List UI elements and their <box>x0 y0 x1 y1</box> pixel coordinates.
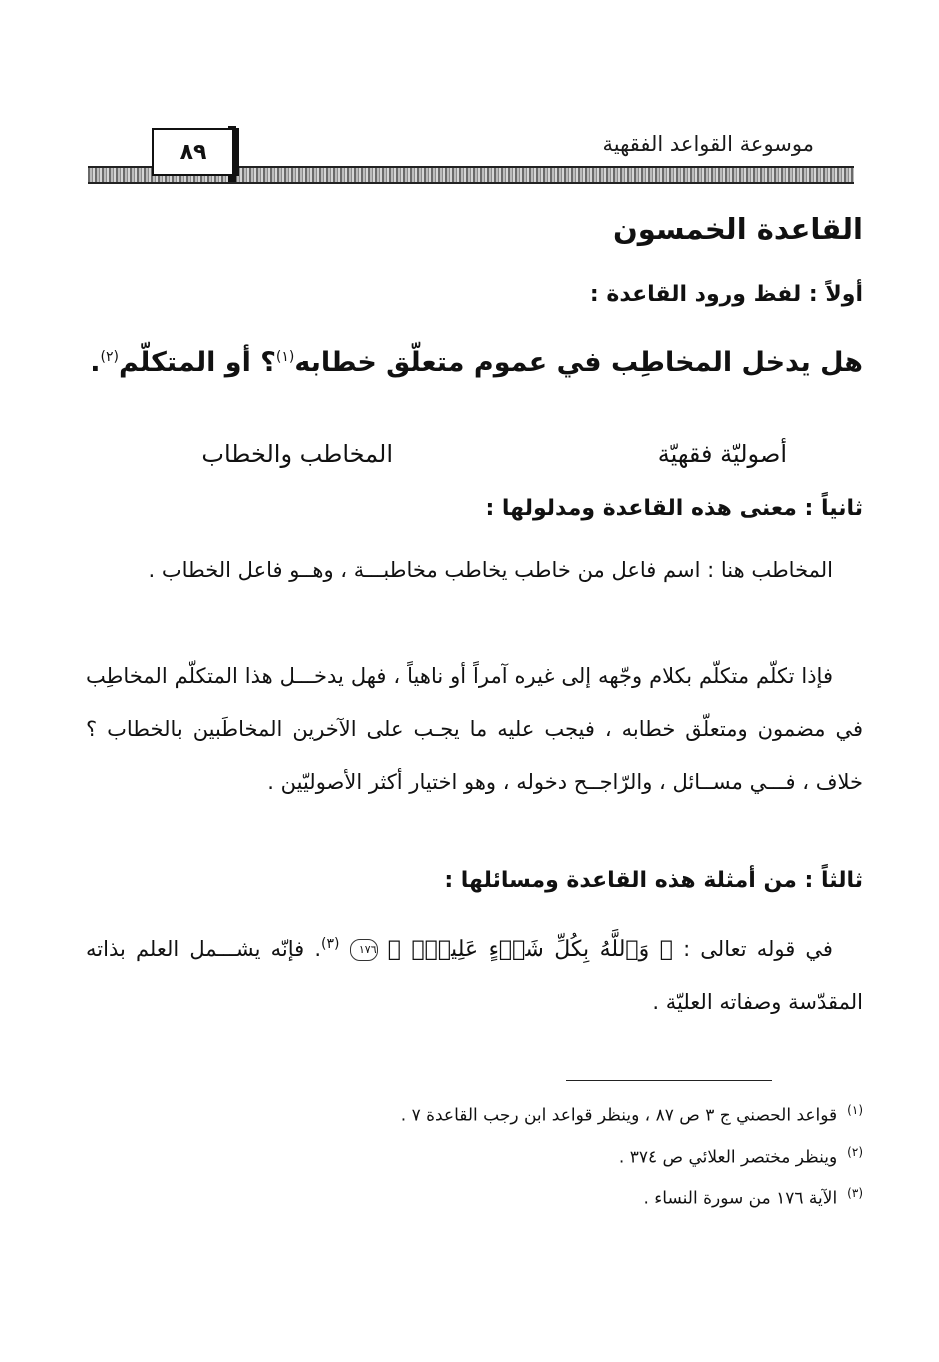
question-part-2: ؟ أو المتكلّم <box>118 347 276 378</box>
page-number: ٨٩ <box>152 128 239 176</box>
section-heading-wording: أولاً : لفظ ورود القاعدة : <box>589 282 863 307</box>
footnote-1-number: (١) <box>847 1103 863 1117</box>
footnote-3-text: الآية ١٧٦ من سورة النساء . <box>643 1188 838 1209</box>
paragraph-explanation <box>86 650 863 809</box>
paragraph-definition <box>86 544 863 597</box>
footnote-ref-1: (١) <box>275 349 295 365</box>
footnote-2 <box>86 1134 863 1176</box>
footnotes <box>86 1092 863 1217</box>
quran-verse: ﴿ وَٱللَّهُ بِكُلِّ شَيۡءٍ عَلِيمُۢ ﴾ <box>387 937 673 962</box>
tag-category: أصوليّة فقهيّة <box>657 440 787 468</box>
question-part-1: هل يدخل المخاطِب في عموم متعلّق خطابه <box>294 347 863 378</box>
book-title: موسوعة القواعد الفقهية <box>602 132 814 156</box>
example-rest: . فإنّه يشـــمل العلم بذاته المقدّسة وصفاته العليّة . <box>86 937 863 1014</box>
paragraph-explanation-text: فإذا تكلّم متكلّم بكلام وجّهه إلى غيره آمراً أو ناهياً ، فهل يدخـــل هذا المتكلّم المخاطِب في مضمون ومتعلّق خطابه ، فيجب عليه ما يجـب على الآخرين المخاطَبين بالخطاب ؟ خلاف ، فـــي مســائل ، والرّاجــح دخوله ، وهو اختيار أكثر الأصوليّين . <box>86 664 863 794</box>
footnote-3-number: (٣) <box>847 1186 863 1201</box>
footnote-ref-3: (٣) <box>321 936 340 952</box>
footnote-3 <box>86 1175 863 1217</box>
section-heading-meaning: ثانياً : معنى هذه القاعدة ومدلولها : <box>485 496 863 521</box>
section-heading-examples: ثالثاً : من أمثلة هذه القاعدة ومسائلها : <box>444 868 863 893</box>
rule-question <box>86 330 863 390</box>
example-intro: في قوله تعالى : <box>683 937 833 961</box>
footnote-2-text: وينظر مختصر العلائي ص ٣٧٤ . <box>618 1147 838 1168</box>
ayah-number-marker: ١٧٦ <box>350 939 378 961</box>
question-end: . <box>90 347 101 378</box>
tag-subject: المخاطب والخطاب <box>201 440 393 468</box>
footnote-2-number: (٢) <box>847 1144 863 1159</box>
rule-tags <box>86 440 863 484</box>
rule-title: القاعدة الخمسون <box>613 212 863 246</box>
footnote-ref-2: (٢) <box>100 349 119 365</box>
footnote-1-text: قواعد الحصني ج ٣ ص ٨٧ ، وينظر قواعد ابن رجب القاعدة ٧ . <box>400 1105 838 1126</box>
paragraph-example <box>86 918 863 1029</box>
footnote-1 <box>86 1092 863 1134</box>
paragraph-definition-text: المخاطب هنا : اسم فاعل من خاطب يخاطب مخاطبـــة ، وهــو فاعل الخطاب . <box>148 558 833 582</box>
page-header <box>88 118 854 180</box>
footnote-separator <box>566 1080 772 1081</box>
